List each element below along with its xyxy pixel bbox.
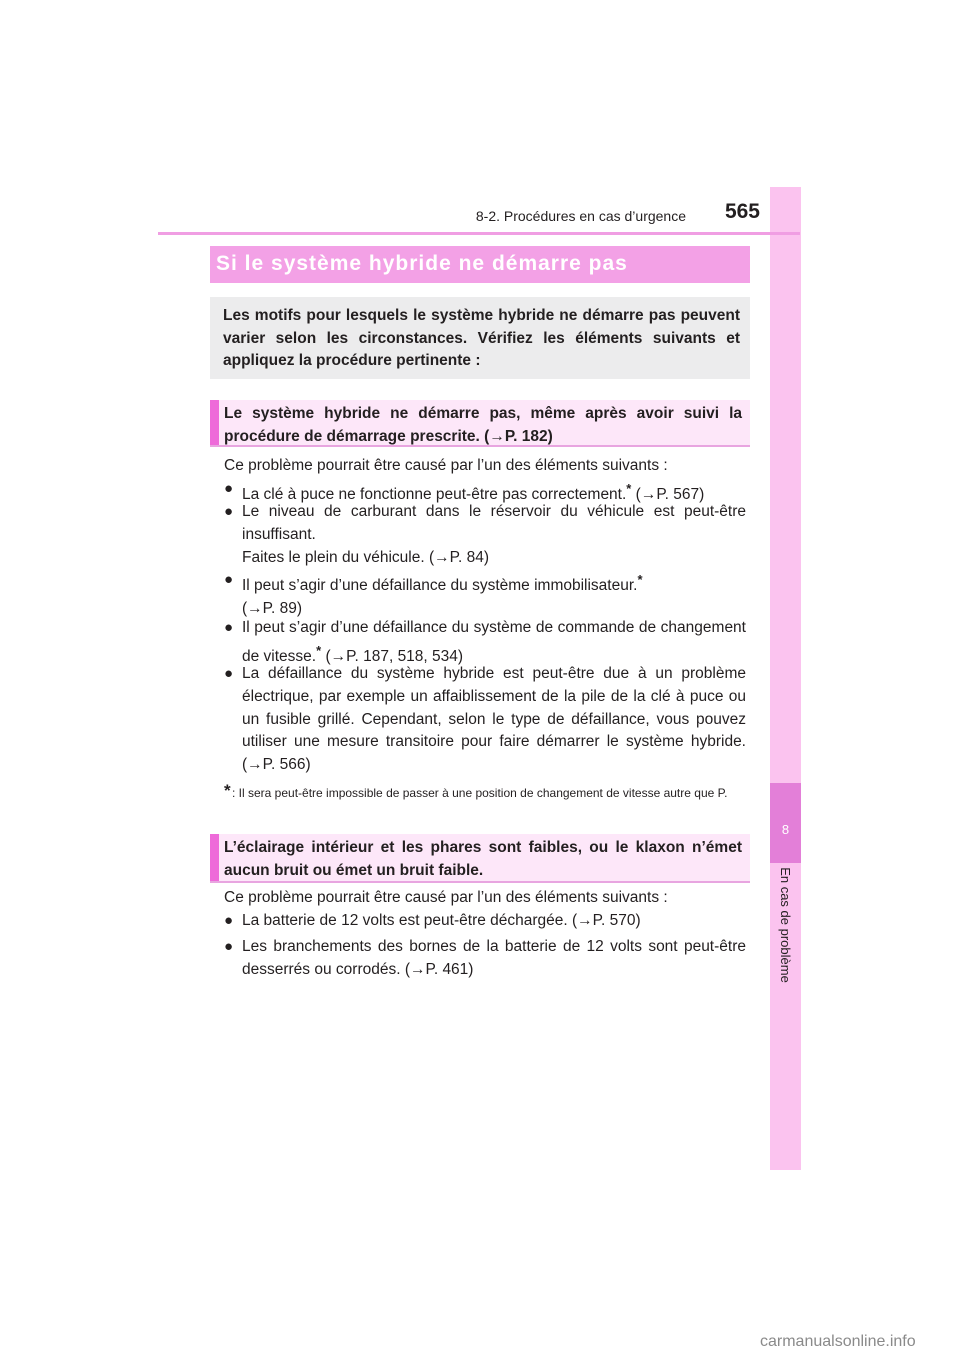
list-item-text: La défaillance du système hybride est peut-être due à un problème électrique, par exemple un affaiblissement de la pile de la clé à puce ou un fusible grillé. Cependant, selon le type de défaillance, vous pouvez utiliser une mesure transitoire pour faire démarrer le système hybride. (→P. 566) [242,665,746,774]
list-item-text: Il peut s’agir d’une défaillance du système de commande de changement de vitesse. [242,619,746,665]
footnote [224,781,746,802]
list-item [224,617,746,669]
footnote-text: : Il sera peut-être impossible de passer à une position de changement de vitesse autre que P. [232,786,728,800]
bullet-icon: ● [224,912,234,929]
sub1-lead: Ce problème pourrait être causé par l’un des éléments suivants : [224,457,668,474]
list-item-text: Le niveau de carburant dans le réservoir du véhicule est peut-être insuffisant. [242,503,746,543]
asterisk-icon: * [637,572,643,587]
bullet-icon: ● [224,619,234,636]
page-number: 565 [724,200,760,223]
asterisk-icon: * [626,481,632,496]
list-item-ref: (→P. 567) [631,486,705,503]
list-item [224,501,746,569]
bullet-icon: ● [224,938,234,955]
list-item [224,569,746,621]
subheading-1-text: Le système hybride ne démarre pas, même après avoir suivi la procédure de démarrage prescrite. (→P. 182) [224,405,742,445]
list-item-extra: Faites le plein du véhicule. (→P. 84) [242,548,489,566]
bullet-icon: ● [224,665,234,682]
subheading-accent-bar [210,400,219,445]
list-item [224,936,746,982]
list-item [224,910,746,933]
intro-box: Les motifs pour lesquels le système hybride ne démarre pas peuvent varier selon les circonstances. Vérifiez les éléments suivants et appliquez la procédure pertinente : [210,297,750,379]
list-item-ref: (→P. 89) [242,599,303,617]
list-item-ref: (→P. 187, 518, 534) [321,647,464,665]
bullet-icon: ● [224,480,234,497]
subheading-2-text: L’éclairage intérieur et les phares sont faibles, ou le klaxon n’émet aucun bruit ou émet un bruit faible. [224,839,742,879]
asterisk-icon: * [316,642,322,658]
list-item-text: La batterie de 12 volts est peut-être déchargée. (→P. 570) [242,912,641,929]
bullet-icon: ● [224,571,234,588]
bullet-icon: ● [224,503,234,520]
sub2-lead: Ce problème pourrait être causé par l’un des éléments suivants : [224,889,668,906]
subheading-accent-bar [210,834,219,881]
list-item-text: Il peut s’agir d’une défaillance du système immobilisateur. [242,577,638,594]
section-title: Si le système hybride ne démarre pas [210,246,750,283]
list-item-text: Les branchements des bornes de la batterie de 12 volts sont peut-être desserrés ou corrodés. (→P. 461) [242,938,746,978]
footnote-asterisk: * [224,781,231,800]
header-rule [158,232,800,235]
subheading-2 [210,834,750,883]
list-item [224,663,746,777]
chapter-side-tab [770,187,801,1170]
chapter-label: En cas de problème [778,867,793,983]
subheading-1 [210,400,750,447]
header-chapter-title: 8-2. Procédures en cas d’urgence [475,208,686,224]
list-item-text: La clé à puce ne fonctionne peut-être pas correctement. [242,486,627,503]
watermark: carmanualsonline.info [760,1333,916,1350]
chapter-number: 8 [781,822,790,837]
